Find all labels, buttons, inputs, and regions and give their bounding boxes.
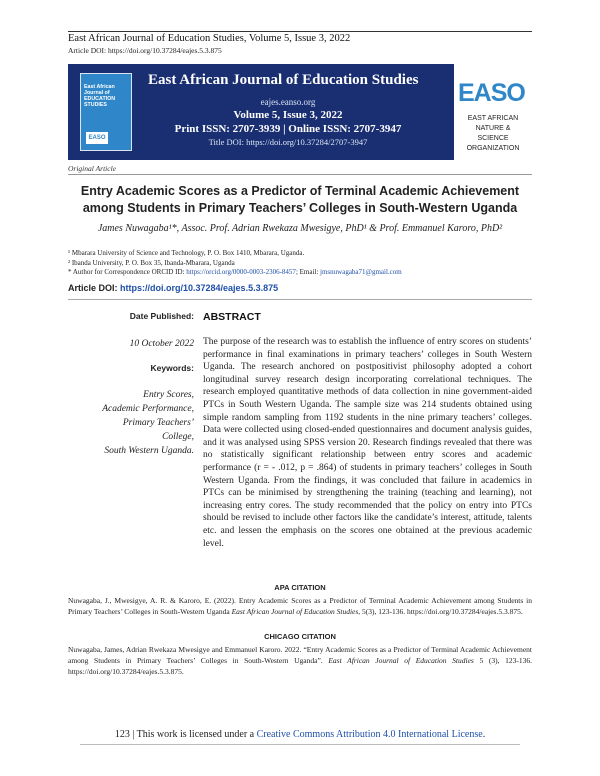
keyword: South Western Uganda. (104, 446, 194, 456)
section-rule (68, 299, 532, 300)
easo-logo: EASO (458, 79, 525, 107)
apa-citation-text: Nuwagaba, J., Mwesigye, A. R. & Karoro, E. (2022). Entry Academic Scores as a Predictor of Terminal Academic Achievement among Students in Primary Teachers’ Colleges in South-Western Uganda East African Journal of Education Studies, 5(3), 123-136. https://doi.org/10.37284/eajes.5.3.875. (68, 596, 532, 616)
article-doi-link[interactable]: https://doi.org/10.37284/eajes.5.3.875 (120, 283, 279, 293)
page-number: 123 (114, 729, 130, 740)
journal-issn: Print ISSN: 2707-3939 | Online ISSN: 2707-3947 (174, 123, 402, 135)
cover-logo: EASO (86, 132, 108, 144)
cover-title: East African Journal of EDUCATION STUDIES (84, 84, 116, 108)
journal-title: East African Journal of Education Studies (148, 72, 419, 88)
footer-rule (80, 744, 520, 745)
keyword: Academic Performance, (102, 404, 194, 414)
journal-cover-thumbnail (80, 73, 132, 151)
affiliation-1: ¹ Mbarara University of Science and Technology, P. O. Box 1410, Mbarara, Uganda. (68, 249, 305, 257)
article-type-rule (68, 174, 532, 175)
chicago-citation-heading: CHICAGO CITATION (264, 632, 336, 641)
email-link[interactable]: jmsnuwagaba71@gmail.com (320, 268, 402, 276)
running-header-doi: Article DOI: https://doi.org/10.37284/eajes.5.3.875 (68, 46, 222, 55)
keyword: Entry Scores, (143, 390, 194, 400)
article-type: Original Article (68, 164, 116, 173)
date-published-label: Date Published: (129, 311, 194, 321)
article-authors: James Nuwagaba¹*, Assoc. Prof. Adrian Rwekaza Mwesigye, PhD¹ & Prof. Emmanuel Karoro, PhD² (97, 223, 503, 234)
abstract-heading: ABSTRACT (203, 311, 261, 323)
apa-citation-heading: APA CITATION (274, 583, 326, 592)
page-footer: 123 | This work is licensed under a Creative Commons Attribution 4.0 International License. (114, 729, 486, 740)
keywords-label: Keywords: (150, 363, 194, 373)
header-rule (68, 31, 532, 32)
orcid-link[interactable]: https://orcid.org/0000-0003-2306-8457 (186, 268, 296, 276)
running-header-title: East African Journal of Education Studies, Volume 5, Issue 3, 2022 (68, 33, 351, 44)
journal-title-doi[interactable]: Title DOI: https://doi.org/10.37284/2707-3947 (208, 137, 368, 147)
keyword: College, (162, 432, 194, 442)
journal-website[interactable]: eajes.eanso.org (260, 97, 316, 107)
keyword: Primary Teachers’ (122, 418, 194, 428)
article-doi: Article DOI: https://doi.org/10.37284/eajes.5.3.875 (68, 283, 279, 293)
article-title: Entry Academic Scores as a Predictor of Terminal Academic Achievement among Students in Primary Teachers’ Colleges in South-Western Uganda (80, 184, 520, 215)
license-link[interactable]: Creative Commons Attribution 4.0 International License (256, 729, 483, 740)
org-name: EAST AFRICAN NATURE & SCIENCE ORGANIZATION (466, 115, 520, 152)
affiliation-2: ² Ibanda University, P. O. Box 35, Ibanda-Mbarara, Uganda (68, 259, 235, 267)
correspondence: * Author for Correspondence ORCID ID: https://orcid.org/0000-0003-2306-8457; Email: jmsnuwagaba71@gmail.com (68, 268, 402, 276)
date-published-value: 10 October 2022 (129, 339, 194, 349)
chicago-citation-text: Nuwagaba, James, Adrian Rwekaza Mwesigye and Emmanuel Karoro. 2022. “Entry Academic Scores as a Predictor of Terminal Academic Achievement among Students in Primary Teachers’ Colleges in South-Western Uganda”. East African Journal of Education Studies 5 (3), 123-136. https://doi.org/10.37284/eajes.5.3.875. (68, 645, 532, 676)
journal-volume: Volume 5, Issue 3, 2022 (233, 109, 343, 121)
abstract-text: The purpose of the research was to establish the influence of entry scores on students’ performance in final examinations in primary teachers’ colleges in South Western Uganda. The research anchored on postpositivist philosophy adopted a cohort longitudinal survey research design incorporating correlational techniques. The research employed quantitative methods of data collection in nine government-aided PTCs in South Western Uganda. The sample size was 214 students obtained using simple random sampling from 1192 students in the nine primary teachers’ colleges. Data were collected using closed-ended questionnaires and document analysis guides, and it was analysed using SPSS version 20. Research findings revealed that there was no statistically significant relationship between entry scores and academic performance (r = - .012, p = .864) of students in primary teachers’ colleges in South Western Uganda. From the findings, it was concluded that failure in academics in PTCs can be minimised by strengthening the training (teaching and learning), not increasing entry cores. The study recommended that the policy on entry into PTCs should be revised to include other factors like the candidate’s interest, attitude, talents etc. and lessen the emphasis on the scores one obtained at the previous academic level. (203, 337, 532, 549)
